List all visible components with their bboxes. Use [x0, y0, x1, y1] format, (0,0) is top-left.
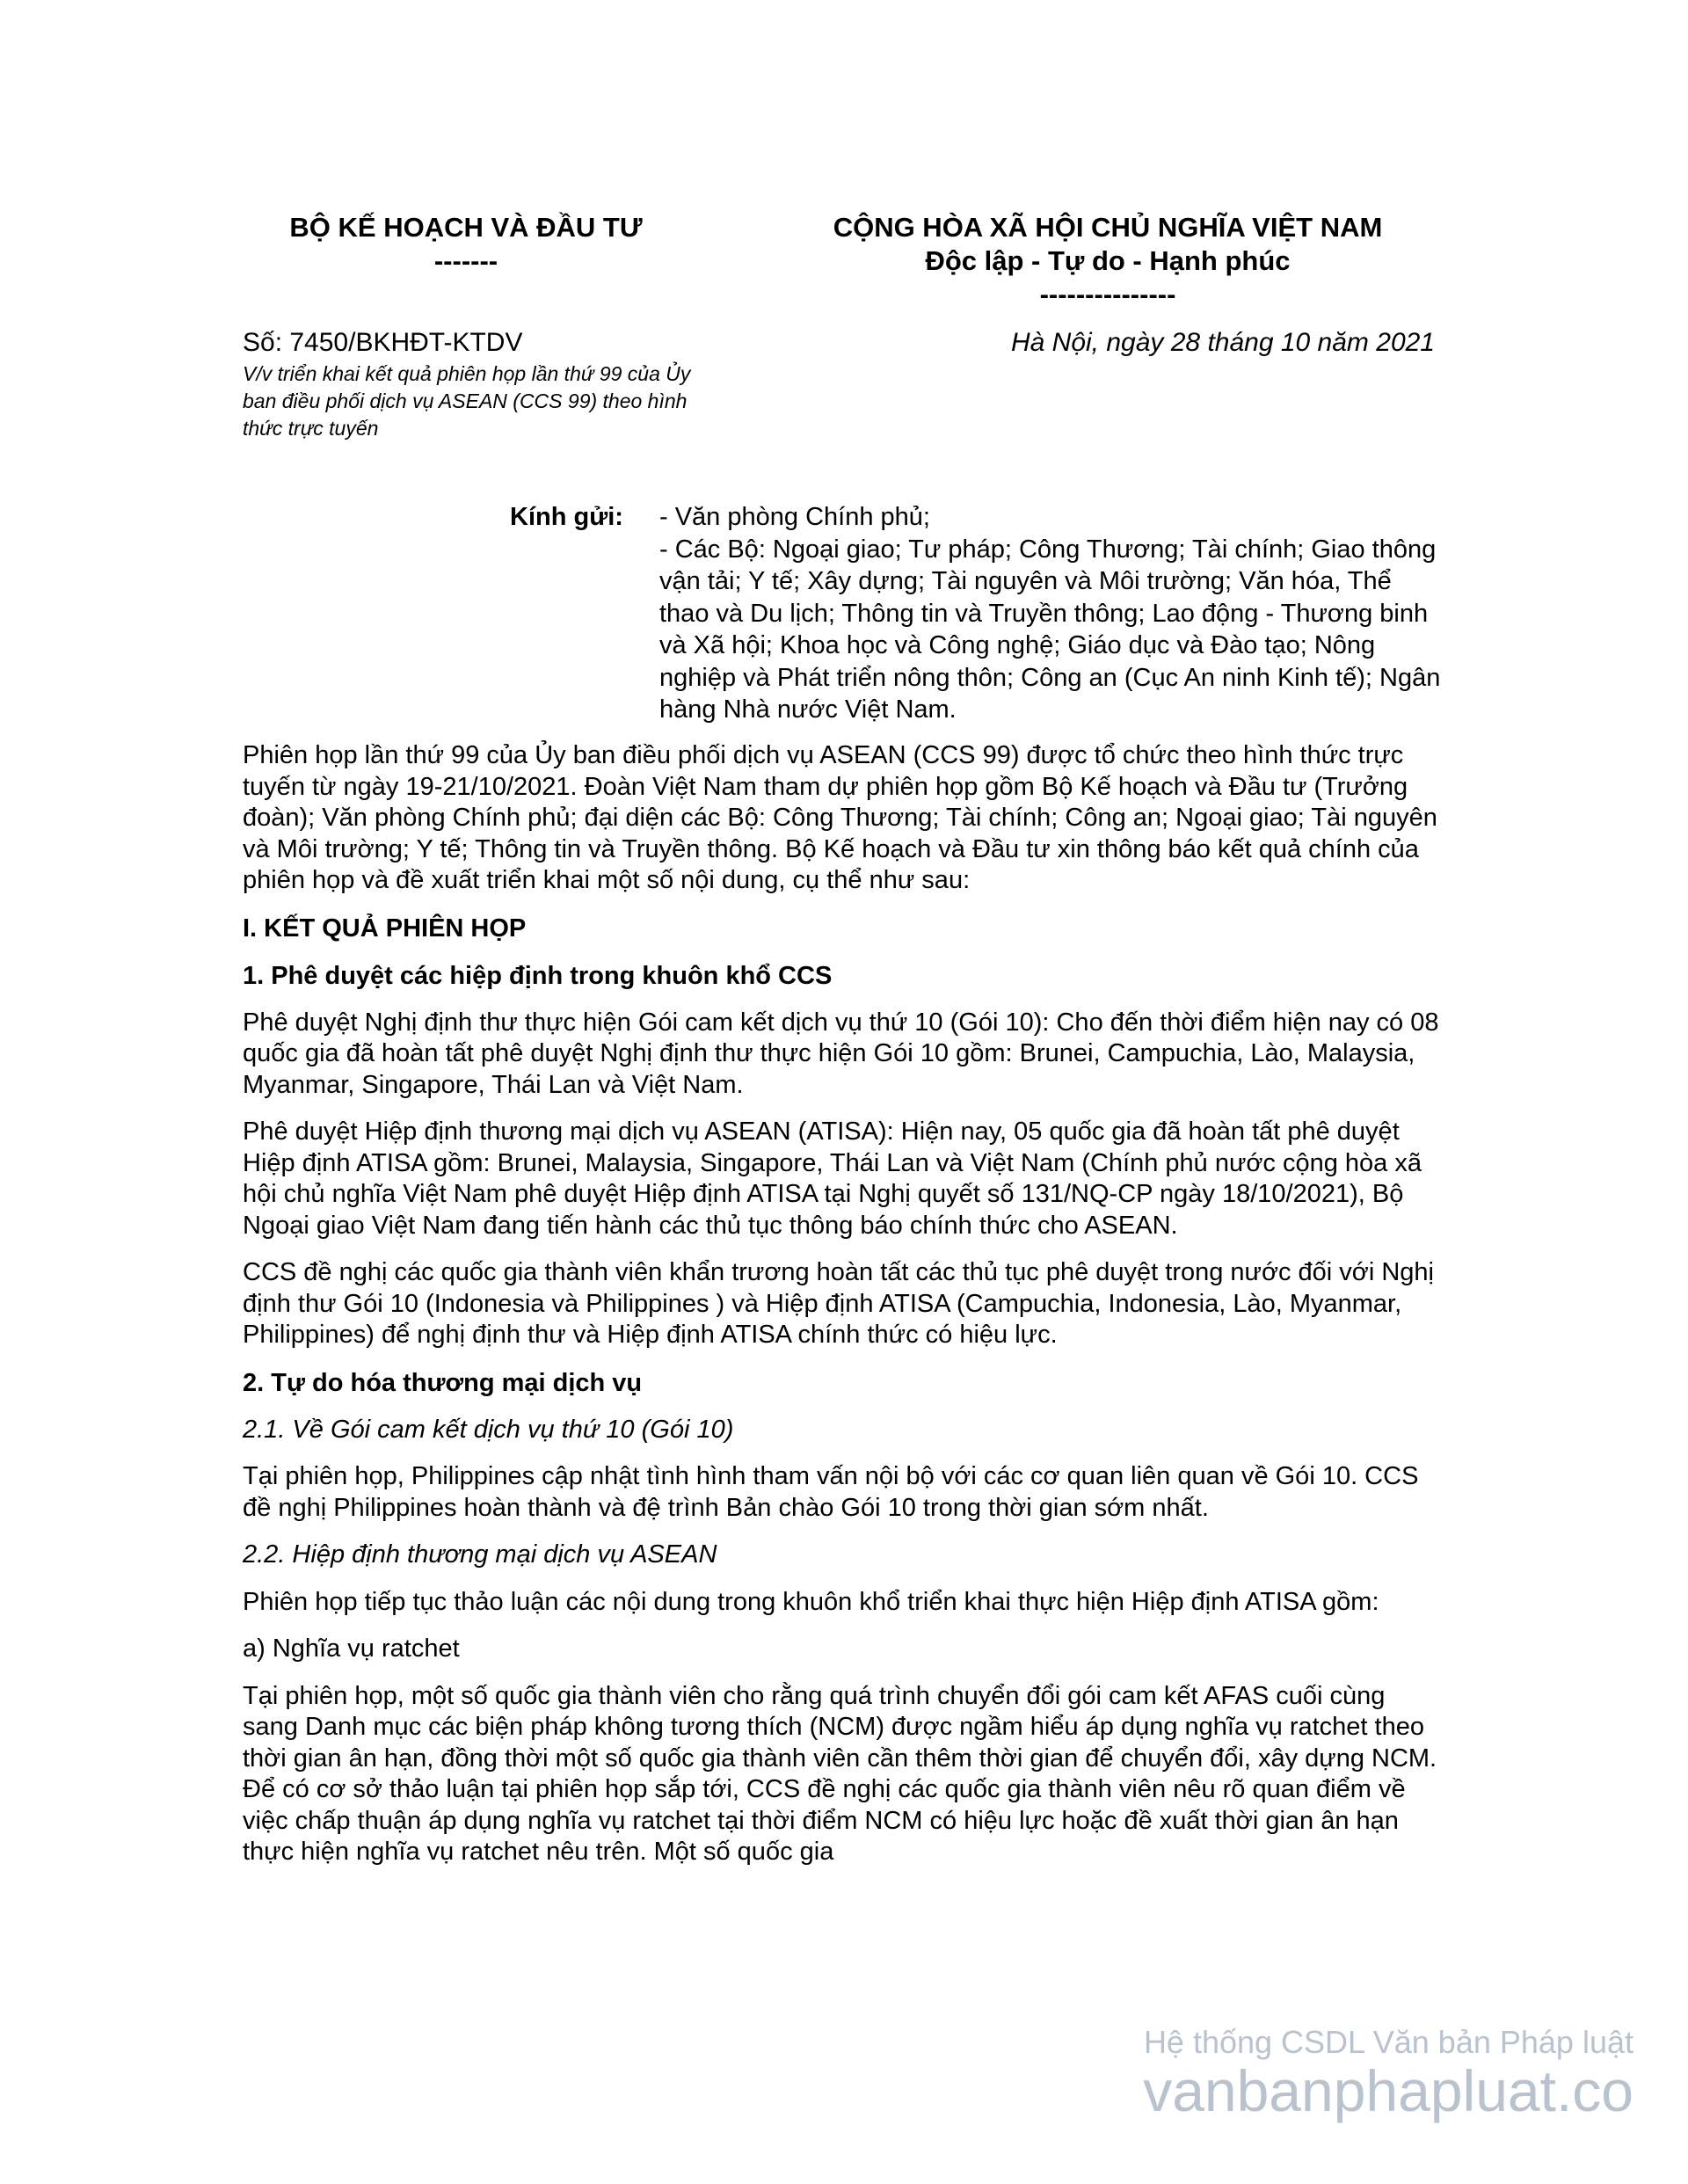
national-title: CỘNG HÒA XÃ HỘI CHỦ NGHĨA VIỆT NAM — [833, 212, 1383, 243]
document-date: Hà Nội, ngày 28 tháng 10 năm 2021 — [1010, 328, 1435, 357]
national-header-block — [774, 211, 1442, 311]
body-paragraph: Phiên họp tiếp tục thảo luận các nội dung trong khuôn khổ triển khai thực hiện Hiệp định ATISA gồm: — [243, 1587, 1379, 1616]
subsection-italic-heading: 2.1. Về Gói cam kết dịch vụ thứ 10 (Gói 10) — [243, 1415, 734, 1444]
recipient-item: - Các Bộ: Ngoại giao; Tư pháp; Công Thương; Tài chính; Giao thông vận tải; Y tế; Xây dựng; Tài nguyên và Môi trường; Văn hóa, Thể thao và Du lịch; Thông tin và Truyền thông; Lao động - Thương binh và Xã hội; Khoa học và Công nghệ; Giáo dục và Đào tạo; Nông nghiệp và Phát triển nông thôn; Công an (Cục An ninh Kinh tế); Ngân hàng Nhà nước Việt Nam. — [659, 535, 1441, 724]
body-paragraph: Phê duyệt Hiệp định thương mại dịch vụ ASEAN (ATISA): Hiện nay, 05 quốc gia đã hoàn tất phê duyệt Hiệp định ATISA gồm: Brunei, Malaysia, Singapore, Thái Lan và Việt Nam (Chính phủ nước cộng hòa xã hội chủ nghĩa Việt Nam phê duyệt Hiệp định ATISA tại Nghị quyết số 131/NQ-CP ngày 18/10/2021), Bộ Ngoại giao Việt Nam đang tiến hành các thủ tục thông báo chính thức cho ASEAN. — [243, 1117, 1422, 1240]
motto-divider: --------------- — [1039, 279, 1176, 309]
section-heading: I. KẾT QUẢ PHIÊN HỌP — [243, 914, 527, 943]
recipient-item: - Văn phòng Chính phủ; — [659, 503, 930, 531]
body-paragraph: Tại phiên họp, một số quốc gia thành viên cho rằng quá trình chuyển đổi gói cam kết AFAS cuối cùng sang Danh mục các biện pháp không tương thích (NCM) được ngầm hiểu áp dụng nghĩa vụ ratchet theo thời gian ân hạn, đồng thời một số quốc gia thành viên cần thêm thời gian để chuyển đổi, xây dựng NCM. Để có cơ sở thảo luận tại phiên họp sắp tới, CCS đề nghị các quốc gia thành viên nêu rõ quan điểm về việc chấp thuận áp dụng nghĩa vụ ratchet tại thời điểm NCM có hiệu lực hoặc đề xuất thời gian ân hạn thực hiện nghĩa vụ ratchet nêu trên. Một số quốc gia — [243, 1681, 1437, 1866]
list-label: a) Nghĩa vụ ratchet — [243, 1634, 460, 1663]
intro-paragraph: Phiên họp lần thứ 99 của Ủy ban điều phối dịch vụ ASEAN (CCS 99) được tổ chức theo hình thức trực tuyến từ ngày 19-21/10/2021. Đoàn Việt Nam tham dự phiên họp gồm Bộ Kế hoạch và Đầu tư (Trưởng đoàn); Văn phòng Chính phủ; đại diện các Bộ: Công Thương; Tài chính; Công an; Ngoại giao; Tài nguyên và Môi trường; Y tế; Thông tin và Truyền thông. Bộ Kế hoạch và Đầu tư xin thông báo kết quả chính của phiên họp và đề xuất triển khai một số nội dung, cụ thể như sau: — [243, 741, 1437, 894]
subsection-italic-heading: 2.2. Hiệp định thương mại dịch vụ ASEAN — [243, 1540, 717, 1569]
body-paragraph: Phê duyệt Nghị định thư thực hiện Gói cam kết dịch vụ thứ 10 (Gói 10): Cho đến thời điểm hiện nay có 08 quốc gia đã hoàn tất phê duyệt Nghị định thư thực hiện Gói 10 gồm: Brunei, Campuchia, Lào, Malaysia, Myanmar, Singapore, Thái Lan và Việt Nam. — [243, 1008, 1439, 1099]
issuing-agency-block — [237, 211, 695, 278]
document-subject: V/v triển khai kết quả phiên họp lần thứ 99 của Ủy ban điều phối dịch vụ ASEAN (CCS 99) theo hình thức trực tuyến — [243, 362, 691, 440]
issuing-agency: BỘ KẾ HOẠCH VÀ ĐẦU TƯ — [289, 212, 643, 243]
document-number: Số: 7450/BKHĐT-KTDV — [243, 328, 523, 357]
national-motto: Độc lập - Tự do - Hạnh phúc — [925, 245, 1291, 276]
recipients-list — [659, 501, 1442, 726]
watermark-caption: Hệ thống CSDL Văn bản Pháp luật — [1143, 2024, 1633, 2060]
body-paragraph: CCS đề nghị các quốc gia thành viên khẩn trương hoàn tất các thủ tục phê duyệt trong nước đối với Nghị định thư Gói 10 (Indonesia và Philippines ) và Hiệp định ATISA (Campuchia, Indonesia, Lào, Myanmar, Philippines) để nghị định thư và Hiệp định ATISA chính thức có hiệu lực. — [243, 1258, 1434, 1349]
body-paragraph: Tại phiên họp, Philippines cập nhật tình hình tham vấn nội bộ với các cơ quan liên quan về Gói 10. CCS đề nghị Philippines hoàn thành và đệ trình Bản chào Gói 10 trong thời gian sớm nhất. — [243, 1462, 1419, 1522]
watermark-site: vanbanphapluat.co — [1143, 2058, 1633, 2123]
agency-divider: ------- — [433, 245, 498, 276]
subsection-heading: 2. Tự do hóa thương mại dịch vụ — [243, 1368, 643, 1397]
subsection-heading: 1. Phê duyệt các hiệp định trong khuôn khổ CCS — [243, 961, 833, 990]
recipients-label: Kính gửi: — [510, 503, 623, 531]
document-body — [243, 740, 1442, 1884]
